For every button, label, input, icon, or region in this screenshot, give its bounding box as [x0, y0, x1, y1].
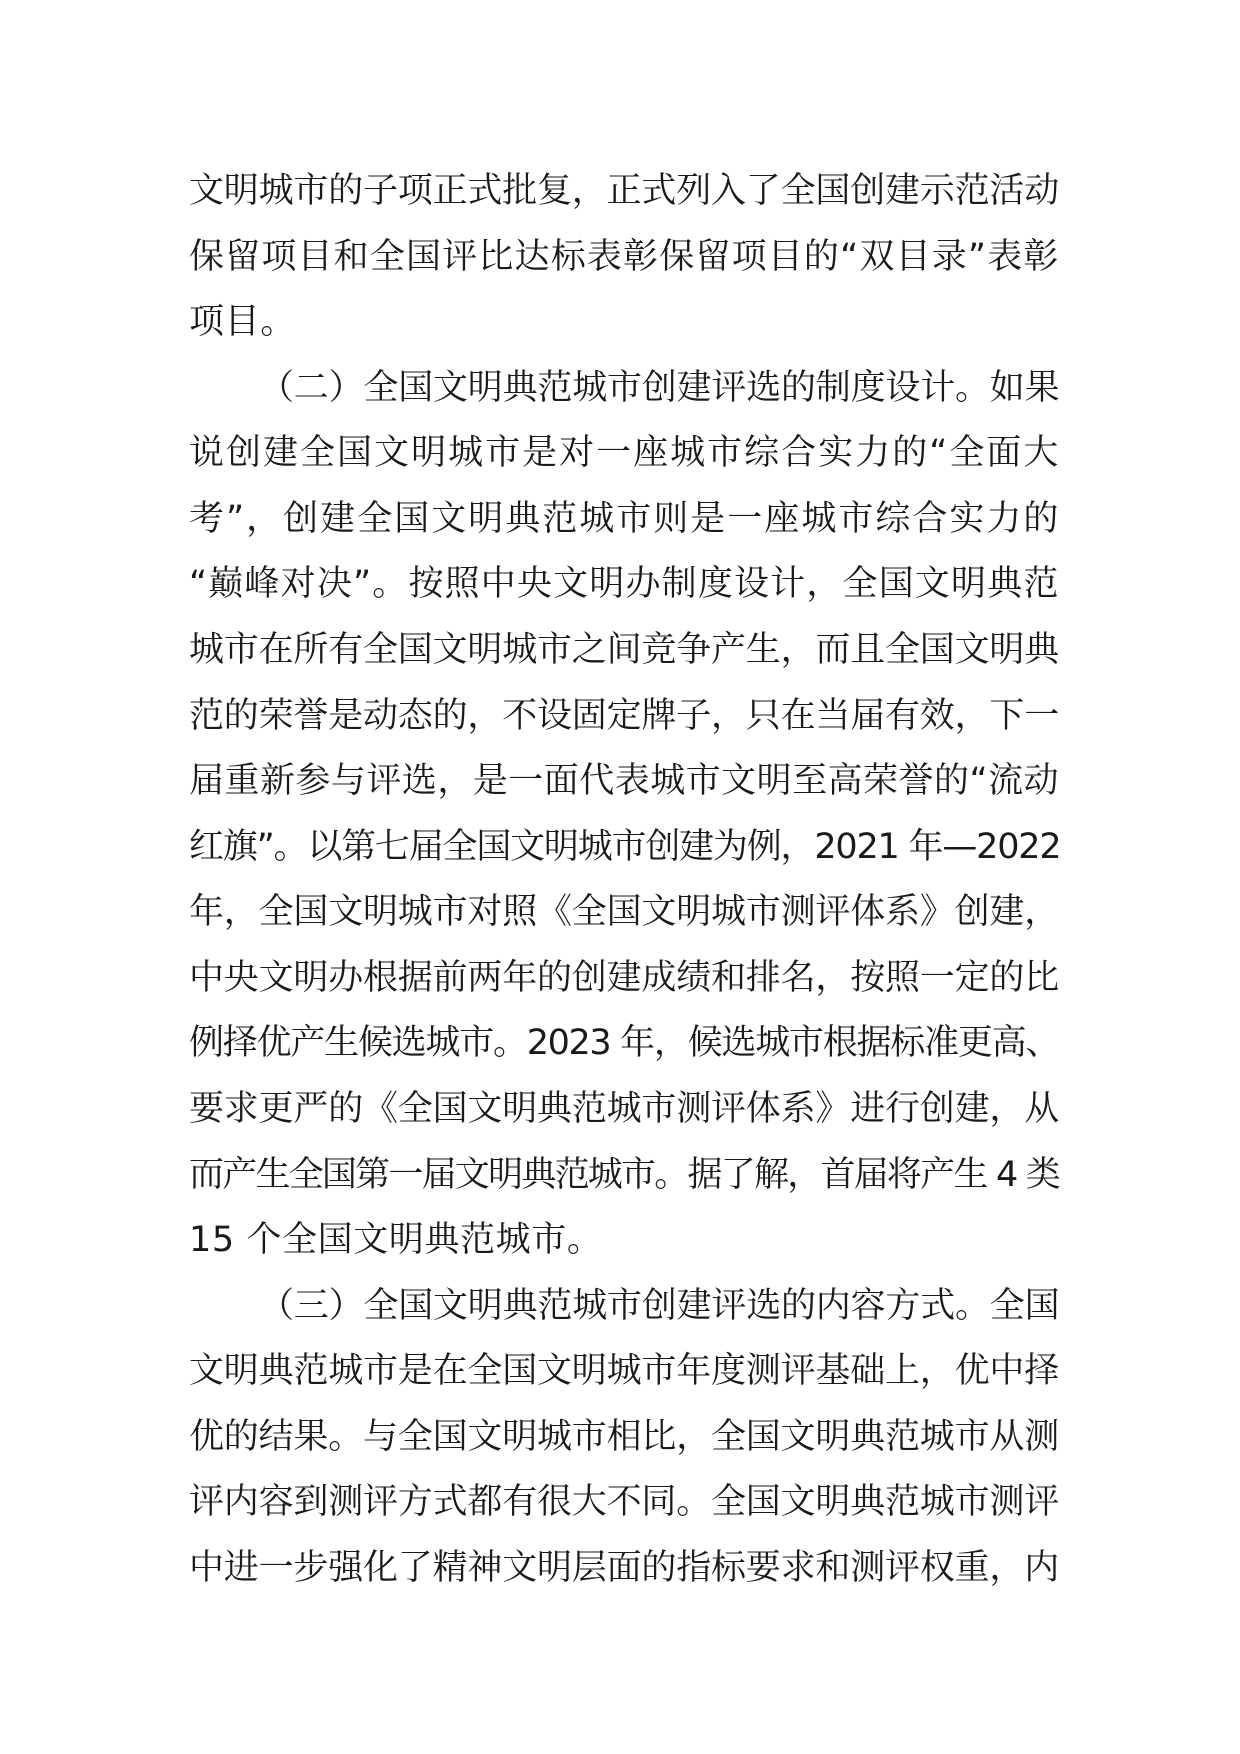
text-line: “巅峰对决”。按照中央文明办制度设计，全国文明典范	[189, 564, 1059, 604]
text-line: 例择优产生候选城市。2023 年，候选城市根据标准更高、	[189, 1023, 1059, 1063]
section-heading-line: （二）全国文明典范城市创建评选的制度设计。如果	[259, 368, 1060, 408]
text-line: 而产生全国第一届文明典范城市。据了解，首届将产生 4 类	[189, 1155, 1059, 1195]
text-line: 红旗”。以第七届全国文明城市创建为例，2021 年—2022	[189, 827, 1061, 867]
text-line: 中进一步强化了精神文明层面的指标要求和测评权重，内	[189, 1548, 1060, 1588]
text-line: 届重新参与评选，是一面代表城市文明至高荣誉的“流动	[189, 761, 1059, 801]
text-line: 说创建全国文明城市是对一座城市综合实力的“全面大	[189, 433, 1059, 473]
text-line: 优的结果。与全国文明城市相比，全国文明典范城市从测	[189, 1417, 1060, 1457]
text-line: 文明典范城市是在全国文明城市年度测评基础上，优中择	[189, 1351, 1060, 1391]
text-line: 15 个全国文明典范城市。	[189, 1220, 603, 1260]
text-line: 年，全国文明城市对照《全国文明城市测评体系》创建，	[189, 892, 1060, 932]
text-line: 文明城市的子项正式批复，正式列入了全国创建示范活动	[189, 171, 1060, 211]
section-heading-line: （三）全国文明典范城市创建评选的内容方式。全国	[259, 1286, 1060, 1326]
text-line: 范的荣誉是动态的，不设固定牌子，只在当届有效，下一	[189, 696, 1060, 736]
text-line: 中央文明办根据前两年的创建成绩和排名，按照一定的比	[189, 958, 1060, 998]
text-line: 要求更严的《全国文明典范城市测评体系》进行创建，从	[189, 1089, 1060, 1129]
text-line: 考”，创建全国文明典范城市则是一座城市综合实力的	[189, 499, 1059, 539]
text-line: 项目。	[189, 302, 296, 342]
text-line: 保留项目和全国评比达标表彰保留项目的“双目录”表彰	[189, 237, 1059, 277]
text-line: 城市在所有全国文明城市之间竞争产生，而且全国文明典	[189, 630, 1060, 670]
text-line: 评内容到测评方式都有很大不同。全国文明典范城市测评	[189, 1482, 1060, 1522]
